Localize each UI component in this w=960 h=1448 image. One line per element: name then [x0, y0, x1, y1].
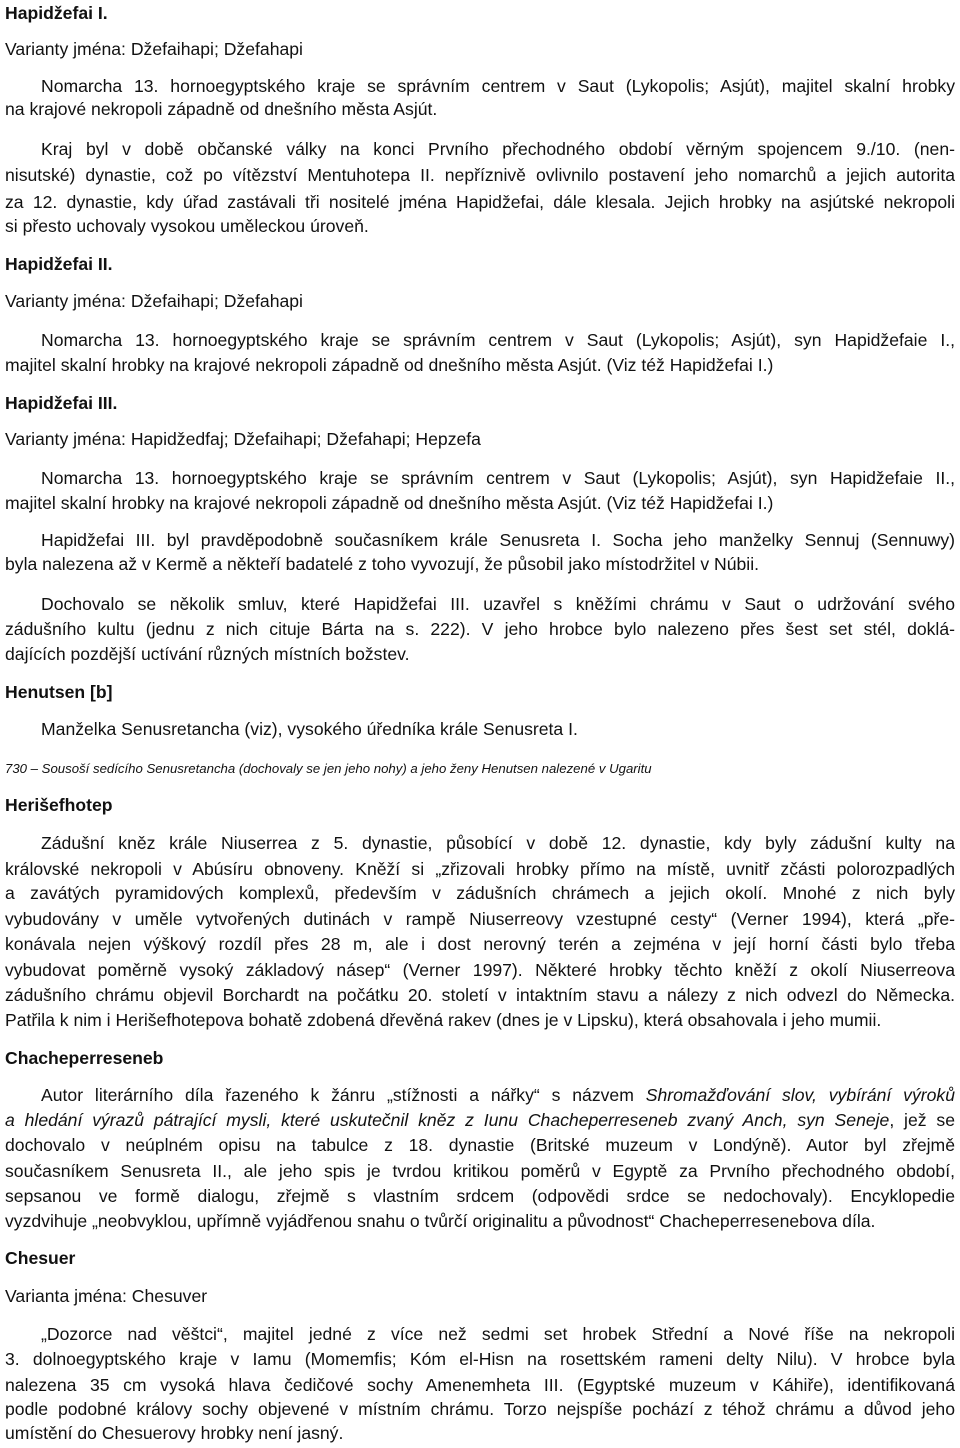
text-line: dajících pozdější uctívání různých místních božstev.: [5, 644, 410, 664]
text-span: Autor literárního díla řazeného k žánru „stížnosti a nářky“ s názvem: [41, 1085, 646, 1105]
text-line: vybudovány v uměle vytvořených dutinách v rampě Niuserreovy vzestupné cesty“ (Verner 1994), která „pře-: [5, 909, 955, 929]
work-title: Shromažďování slov, vybírání výroků: [645, 1085, 955, 1105]
text-line: Nomarcha 13. hornoegyptského kraje se správním centrem v Saut (Lykopolis; Asjút), syn Hapidžefaie I.,: [41, 330, 955, 350]
heading-henutsen: Henutsen [b]: [5, 682, 113, 702]
name-variants: Varianty jména: Džefaihapi; Džefahapi: [5, 291, 303, 311]
text-line: konávala nejen výškový rozdíl přes 28 m, ale i dost nerovný terén a zejména v její horní části bylo třeba: [5, 934, 955, 954]
text-line: vyzdvihuje „neobvyklou, upřímně vyjádřenou snahu o tvůrčí originalitu a původnost“ Chacheperresenebova díla.: [5, 1211, 876, 1231]
text-line: byla nalezena až v Kermě a někteří badatelé z toho vyvozují, že působil jako místodržitel v Núbii.: [5, 554, 759, 574]
heading-chesuer: Chesuer: [5, 1248, 76, 1268]
text-line: 3. dolnoegyptského kraje v Iamu (Momemfis; Kóm el-Hisn na rosettském rameni delty Nilu). V hrobce byla: [5, 1349, 955, 1369]
text-line: [5, 1107, 955, 1133]
text-line: dochovalo v neúplném opisu na tabulce z 18. dynastie (Britské muzeum v Londýně). Autor byl zřejmě: [5, 1135, 955, 1155]
text-line: Dochovalo se několik smluv, které Hapidžefai III. uzavřel s kněžími chrámu v Saut o udržování svého: [41, 594, 955, 614]
text-line: Hapidžefai III. byl pravděpodobně současníkem krále Senusreta I. Socha jeho manželky Sennuj (Sennuwy): [41, 530, 955, 550]
text-line: Patřila k nim i Herišefhotepova bohatě zdobená dřevěná rakev (dnes je v Lipsku), která obsahovala i jeho mumii.: [5, 1010, 882, 1030]
text-span: , jež se: [889, 1110, 955, 1130]
text-line: Kraj byl v době občanské války na konci Prvního přechodného období věrným spojencem 9./10. (nen-: [41, 139, 955, 159]
text-line: majitel skalní hrobky na krajové nekropoli západně od dnešního města Asjút. (Viz též Hapidžefai I.): [5, 355, 774, 375]
text-line: sepsanou ve formě dialogu, zřejmě s vlastním srdcem (odpovědi srdce se nedochovaly). Encyklopedie: [5, 1186, 955, 1206]
text-line: a zavátých pyramidových komplexů, především v zádušních chrámech a jejich okolí. Mnohé z nich byly: [5, 883, 955, 903]
text-line: majitel skalní hrobky na krajové nekropoli západně od dnešního města Asjút. (Viz též Hapidžefai I.): [5, 493, 774, 513]
heading-hapidzefai-2: Hapidžefai II.: [5, 254, 113, 274]
text-line: současníkem Senusreta II., ale jeho spis je tvrdou kritikou poměrů v Egyptě za Prvního přechodného období,: [5, 1161, 955, 1181]
text-line: vybudovat poměrně vysoký základový násep“ (Verner 1997). Některé hrobky těchto kněží z okolí Niuserreova: [5, 960, 955, 980]
text-line: [41, 1082, 955, 1108]
text-line: nisutské) dynastie, což po vítězství Mentuhotepa II. nepříznivě ovlivnilo postavení jeho nomarchů a jejich autorita: [5, 165, 955, 185]
text-line: nalezena 35 cm vysoká hlava čedičové sochy Amenemheta III. (Egyptské muzeum v Káhiře), identifikovaná: [5, 1375, 955, 1395]
name-variants: Varianta jména: Chesuver: [5, 1286, 208, 1306]
text-line: Nomarcha 13. hornoegyptského kraje se správním centrem v Saut (Lykopolis; Asjút), majitel skalní hrobky: [41, 76, 955, 96]
text-line: si přesto uchovaly vysokou uměleckou úroveň.: [5, 216, 369, 236]
text-line: Nomarcha 13. hornoegyptského kraje se správním centrem v Saut (Lykopolis; Asjút), syn Hapidžefaie II.,: [41, 468, 955, 488]
heading-herisefhotep: Herišefhotep: [5, 795, 113, 815]
name-variants: Varianty jména: Džefaihapi; Džefahapi: [5, 39, 303, 59]
text-line: zádušního kultu (jednu z nich cituje Bárta na s. 222). V jeho hrobce bylo nalezeno přes šest set stél, doklá-: [5, 619, 955, 639]
text-line: podle podobné královy sochy objevené v místním chrámu. Torzo nejspíše pochází z téhož chrámu a důvod jeho: [5, 1399, 955, 1419]
text-line: královské nekropoli v Abúsíru obnoveny. Kněží si „zřizovali hrobky přímo na místě, uvnitř zčásti polorozpadlých: [5, 859, 955, 879]
heading-hapidzefai-3: Hapidžefai III.: [5, 393, 118, 413]
text-line: Manželka Senusretancha (viz), vysokého úředníka krále Senusreta I.: [41, 719, 578, 739]
name-variants: Varianty jména: Hapidžedfaj; Džefaihapi; Džefahapi; Hepzefa: [5, 429, 481, 449]
heading-hapidzefai-1: Hapidžefai I.: [5, 3, 108, 23]
text-line: na krajové nekropoli západně od dnešního města Asjút.: [5, 99, 438, 119]
text-line: zádušního chrámu objevil Borchardt na počátku 20. století v intaktním stavu a nálezy z nich odvezl do Německa.: [5, 985, 955, 1005]
heading-chacheperreseneb: Chacheperreseneb: [5, 1048, 164, 1068]
text-line: umístění do Chesuerovy hrobky není jasný.: [5, 1423, 344, 1443]
work-title-continued: a hledání výrazů pátrající mysli, které uskutečnil kněz z Iunu Chacheperreseneb zvaný Anch, syn Seneje: [5, 1110, 890, 1130]
figure-caption: 730 – Sousoší sedícího Senusretancha (dochovaly se jen jeho nohy) a jeho ženy Henutsen nalezené v Ugaritu: [5, 761, 652, 776]
text-line: za 12. dynastie, kdy úřad zastávali tři nositelé jména Hapidžefai, dále klesala. Jejich hrobky na asjútské nekropoli: [5, 192, 955, 212]
text-line: „Dozorce nad věštci“, majitel jedné z více než sedmi set hrobek Střední a Nové říše na nekropoli: [41, 1324, 955, 1344]
text-line: Zádušní kněz krále Niuserrea z 5. dynastie, působící v době 12. dynastie, kdy byly zádušní kulty na: [41, 833, 955, 853]
